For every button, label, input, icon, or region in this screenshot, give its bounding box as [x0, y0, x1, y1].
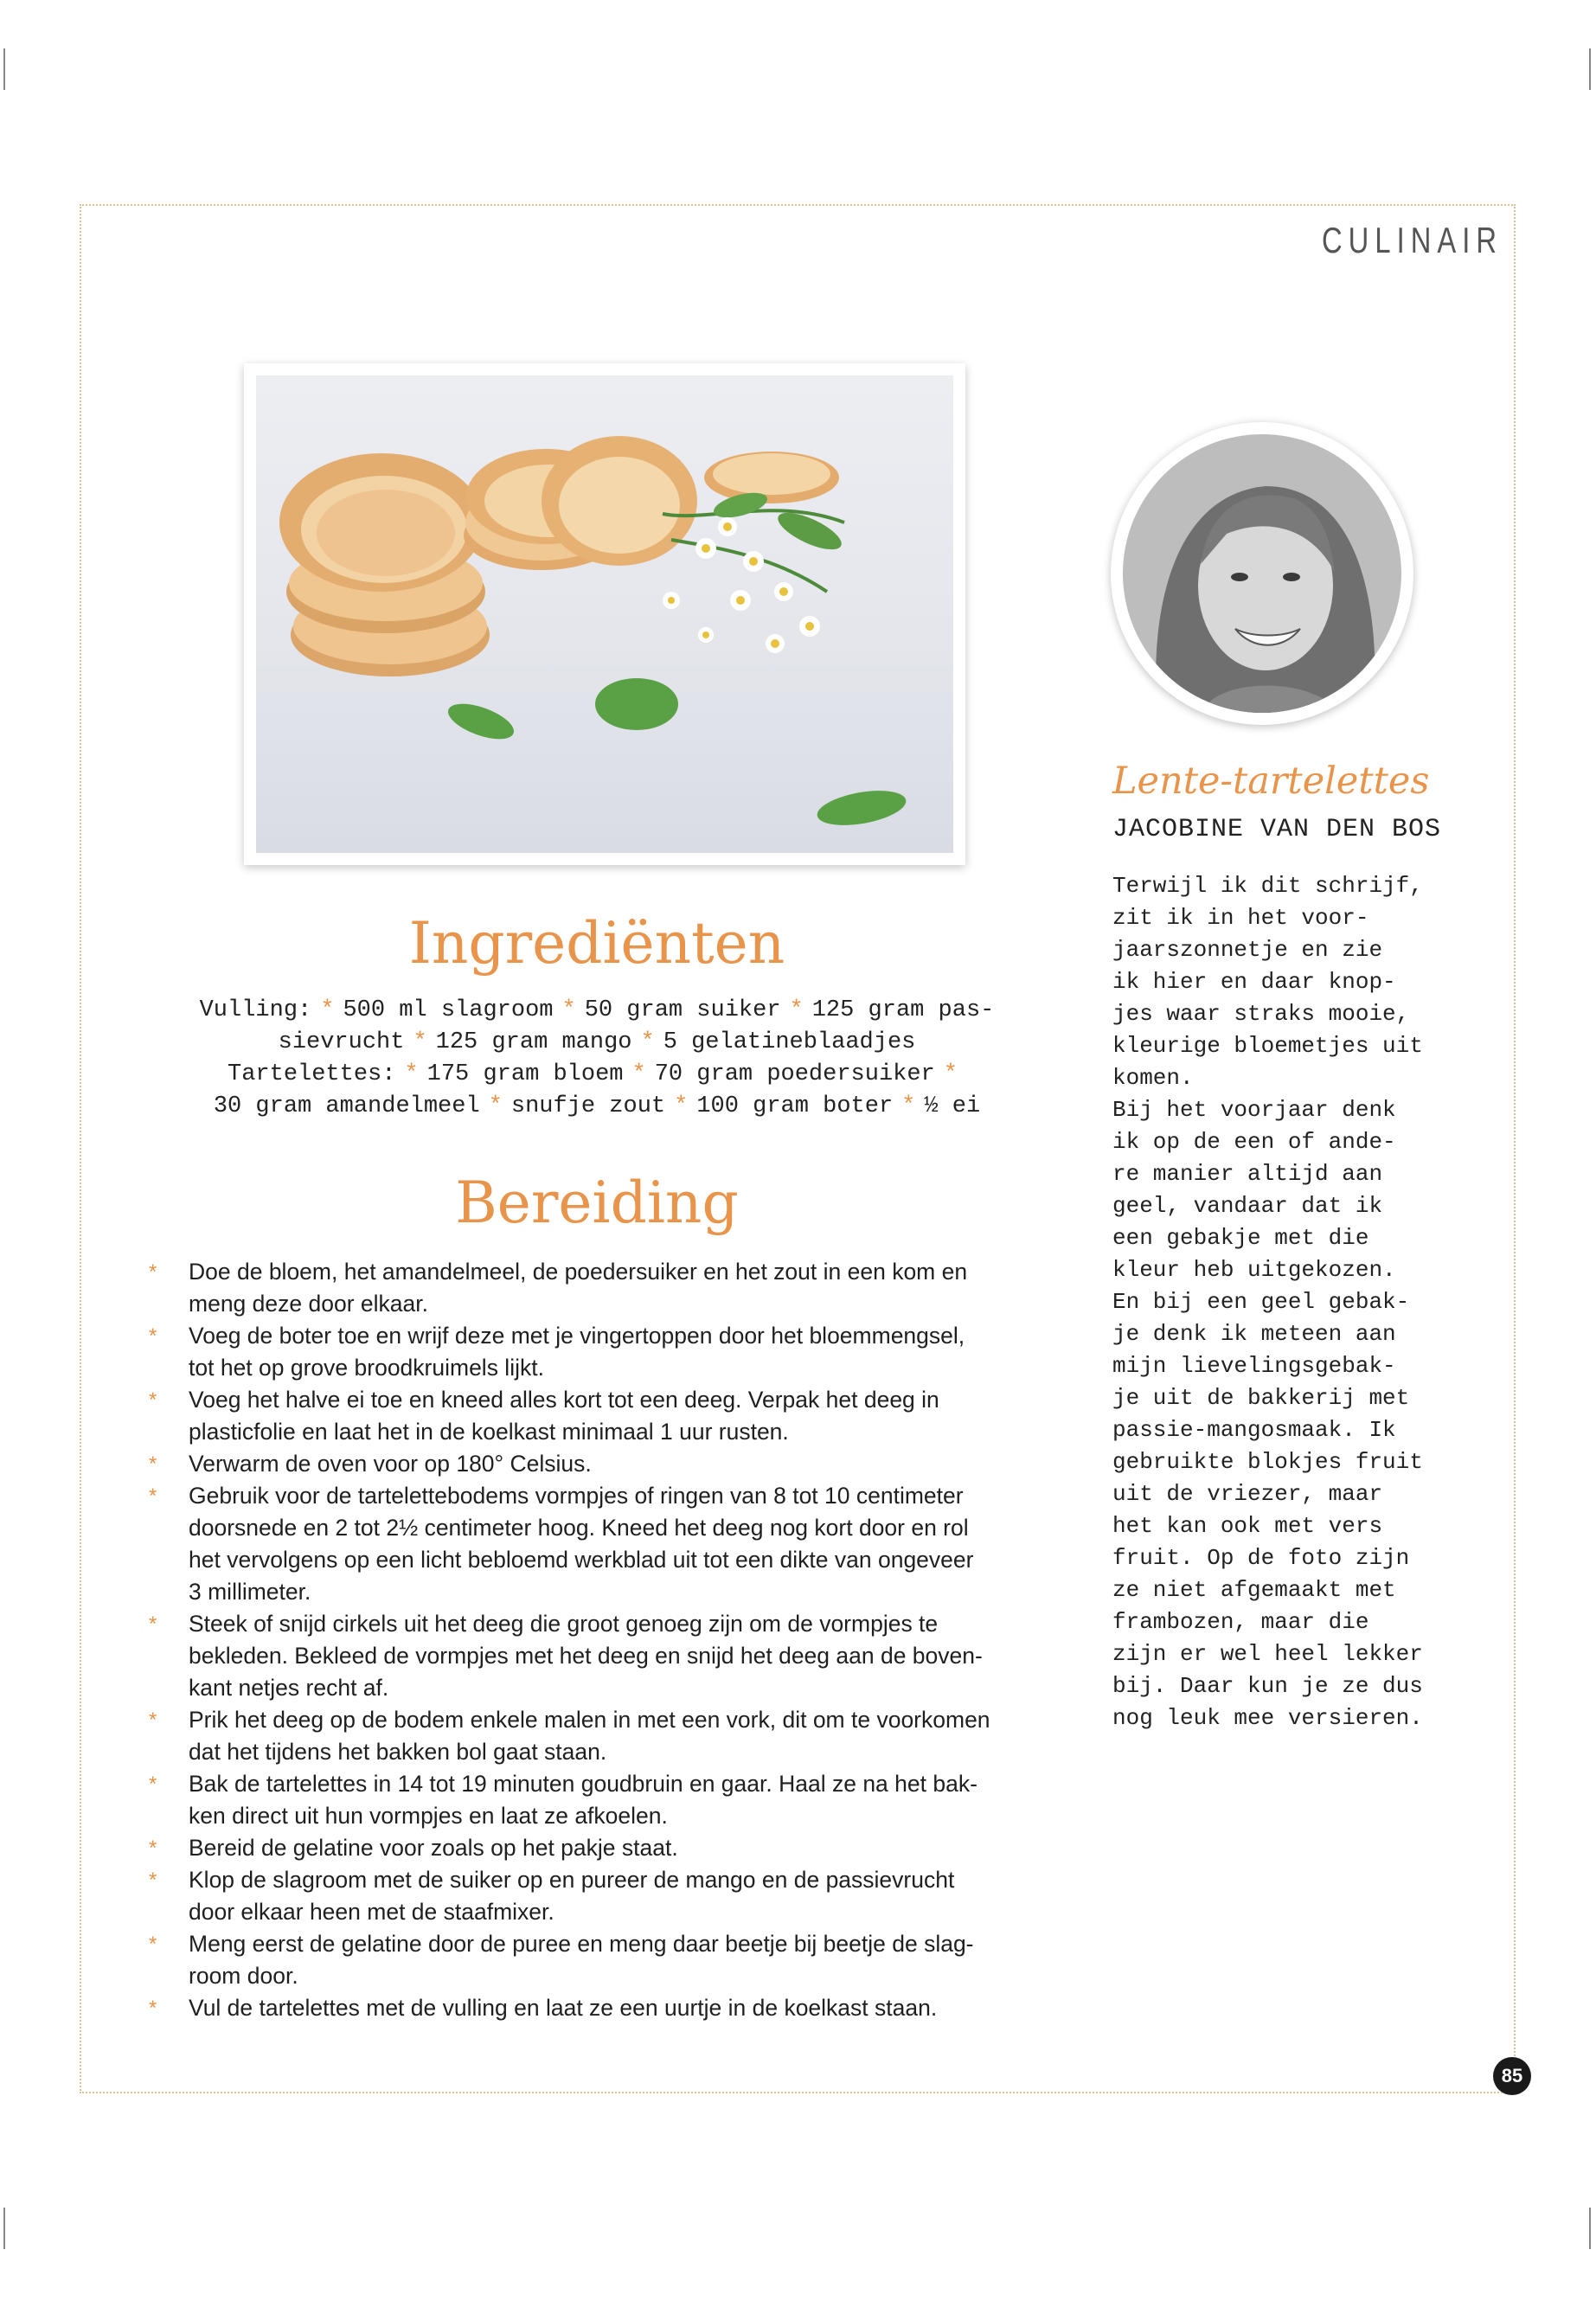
star-bullet-icon: * — [149, 1836, 157, 1860]
star-separator-icon: * — [631, 1061, 646, 1087]
ingredient-item: 50 gram suiker — [584, 997, 781, 1023]
step-text: kant netjes recht af. — [189, 1675, 389, 1701]
step-text: Bereid de gelatine voor zoals op het pakje staat. — [189, 1835, 678, 1861]
ingredient-item: 100 gram boter — [696, 1093, 894, 1119]
step-text: Verwarm de oven voor op 180° Celsius. — [189, 1451, 592, 1477]
ingredient-item: ½ ei — [924, 1093, 981, 1119]
step-text: room door. — [189, 1963, 298, 1989]
star-separator-icon: * — [404, 1061, 419, 1087]
star-separator-icon: * — [413, 1029, 427, 1055]
column-line: kleur heb uitgekozen. — [1112, 1257, 1396, 1283]
star-separator-icon: * — [674, 1093, 689, 1119]
step-text: Bak de tartelettes in 14 tot 19 minuten goudbruin en gaar. Haal ze na het bak- — [189, 1771, 977, 1797]
ingredient-item: Tartelettes: — [228, 1061, 396, 1087]
preparation-step — [147, 1768, 1047, 1832]
preparation-step — [147, 1864, 1047, 1928]
column-line: re manier altijd aan — [1112, 1161, 1383, 1187]
ingredient-item: 500 ml slagroom — [343, 997, 554, 1023]
star-separator-icon: * — [901, 1093, 916, 1119]
column-line: het kan ook met vers — [1112, 1513, 1383, 1539]
ingredient-item: 125 gram pas- — [811, 997, 995, 1023]
preparation-step — [147, 1256, 1047, 1320]
ingredient-line — [130, 1027, 1064, 1059]
ingredient-line — [130, 995, 1064, 1027]
step-text: tot het op grove broodkruimels lijkt. — [189, 1355, 544, 1381]
column-line: jes waar straks mooie, — [1112, 1001, 1410, 1027]
star-bullet-icon: * — [149, 1997, 157, 2020]
step-text: Gebruik voor de tartelettebodems vormpjes of ringen van 8 tot 10 centimeter — [189, 1483, 964, 1509]
step-text: Prik het deeg op de bodem enkele malen in met een vork, dit om te voorkomen — [189, 1707, 990, 1733]
author-portrait-image — [1123, 434, 1401, 713]
preparation-step — [147, 1608, 1047, 1704]
column-line: nog leuk mee versieren. — [1112, 1705, 1423, 1731]
author-portrait — [1111, 422, 1413, 725]
column-line: Terwijl ik dit schrijf, — [1112, 873, 1423, 899]
ingredient-item: 125 gram mango — [435, 1029, 632, 1055]
star-separator-icon: * — [640, 1029, 655, 1055]
step-text: Meng eerst de gelatine door de puree en meng daar beetje bij beetje de slag- — [189, 1931, 974, 1957]
ingredients-heading: Ingrediënten — [408, 910, 785, 977]
preparation-step — [147, 1480, 1047, 1608]
column-line: fruit. Op de foto zijn — [1112, 1545, 1410, 1571]
author-name: JACOBINE VAN DEN BOS — [1112, 815, 1442, 844]
author-column — [1112, 870, 1476, 1734]
column-line: frambozen, maar die — [1112, 1609, 1369, 1635]
column-line: ze niet afgemaakt met — [1112, 1577, 1396, 1603]
step-text: doorsnede en 2 tot 2½ centimeter hoog. Kneed het deeg nog kort door en rol — [189, 1515, 969, 1541]
star-bullet-icon: * — [149, 1452, 157, 1476]
step-text: plasticfolie en laat het in de koelkast minimaal 1 uur rusten. — [189, 1419, 789, 1445]
column-line: zit ik in het voor- — [1112, 905, 1369, 931]
ingredient-item: 70 gram poedersuiker — [654, 1061, 935, 1087]
star-separator-icon: * — [561, 997, 576, 1023]
star-bullet-icon: * — [149, 1932, 157, 1956]
ingredient-item: sievrucht — [278, 1029, 405, 1055]
ingredients-list — [130, 995, 1064, 1123]
ingredient-item: 5 gelatineblaadjes — [663, 1029, 916, 1055]
column-line: bij. Daar kun je ze dus — [1112, 1673, 1423, 1699]
column-line: mijn lievelingsgebak- — [1112, 1353, 1396, 1379]
column-line: kleurige bloemetjes uit — [1112, 1033, 1423, 1059]
section-label: CULINAIR — [1321, 220, 1503, 260]
tartelettes-photo — [244, 363, 965, 865]
column-line: een gebakje met die — [1112, 1225, 1369, 1251]
recipe-title: Lente-tartelettes — [1112, 760, 1430, 803]
column-line: ik op de een of ande- — [1112, 1129, 1396, 1155]
ingredient-item: 175 gram bloem — [426, 1061, 624, 1087]
crop-mark-bottom-left — [3, 2208, 5, 2249]
star-separator-icon: * — [320, 997, 335, 1023]
crop-mark-top-right — [1589, 48, 1591, 90]
column-line: je denk ik meteen aan — [1112, 1321, 1396, 1347]
star-separator-icon: * — [789, 997, 804, 1023]
column-line: geel, vandaar dat ik — [1112, 1193, 1383, 1219]
preparation-step — [147, 1448, 1047, 1480]
step-text: Steek of snijd cirkels uit het deeg die groot genoeg zijn om de vormpjes te — [189, 1611, 939, 1637]
column-line: ik hier en daar knop- — [1112, 969, 1396, 995]
preparation-step — [147, 1320, 1047, 1384]
step-text: 3 millimeter. — [189, 1579, 311, 1605]
step-text: dat het tijdens het bakken bol gaat staan. — [189, 1739, 607, 1765]
column-line: je uit de bakkerij met — [1112, 1385, 1410, 1411]
crop-mark-bottom-right — [1589, 2208, 1591, 2249]
star-bullet-icon: * — [149, 1708, 157, 1732]
ingredient-item: snufje zout — [510, 1093, 666, 1119]
preparation-step — [147, 1704, 1047, 1768]
step-text: meng deze door elkaar. — [189, 1291, 428, 1317]
star-bullet-icon: * — [149, 1612, 157, 1636]
star-bullet-icon: * — [149, 1772, 157, 1796]
step-text: door elkaar heen met de staafmixer. — [189, 1899, 554, 1925]
column-line: zijn er wel heel lekker — [1112, 1641, 1423, 1667]
column-line: gebruikte blokjes fruit — [1112, 1449, 1423, 1475]
step-text: Doe de bloem, het amandelmeel, de poedersuiker en het zout in een kom en — [189, 1259, 968, 1285]
preparation-step — [147, 1384, 1047, 1448]
preparation-steps — [147, 1256, 1047, 2024]
preparation-step — [147, 1928, 1047, 1992]
column-line: uit de vriezer, maar — [1112, 1481, 1383, 1507]
step-text: het vervolgens op een licht bebloemd werkblad uit tot een dikte van ongeveer — [189, 1547, 974, 1573]
star-separator-icon: * — [943, 1061, 958, 1087]
step-text: ken direct uit hun vormpjes en laat ze afkoelen. — [189, 1803, 668, 1829]
step-text: Klop de slagroom met de suiker op en pureer de mango en de passievrucht — [189, 1867, 955, 1893]
star-separator-icon: * — [488, 1093, 503, 1119]
star-bullet-icon: * — [149, 1868, 157, 1892]
tartelettes-photo-image — [256, 375, 953, 853]
preparation-step — [147, 1832, 1047, 1864]
column-line: jaarszonnetje en zie — [1112, 937, 1383, 963]
column-line: En bij een geel gebak- — [1112, 1289, 1410, 1315]
column-line: passie-mangosmaak. Ik — [1112, 1417, 1396, 1443]
star-bullet-icon: * — [149, 1484, 157, 1508]
step-text: Voeg de boter toe en wrijf deze met je vingertoppen door het bloemmengsel, — [189, 1323, 965, 1349]
star-bullet-icon: * — [149, 1324, 157, 1348]
ingredient-line — [130, 1059, 1064, 1091]
ingredient-line — [130, 1091, 1064, 1123]
star-bullet-icon: * — [149, 1260, 157, 1284]
column-line: Bij het voorjaar denk — [1112, 1097, 1396, 1123]
star-bullet-icon: * — [149, 1388, 157, 1412]
preparation-step — [147, 1992, 1047, 2024]
ingredient-item: Vulling: — [199, 997, 312, 1023]
column-line: komen. — [1112, 1065, 1194, 1091]
step-text: Voeg het halve ei toe en kneed alles kort tot een deeg. Verpak het deeg in — [189, 1387, 939, 1413]
step-text: Vul de tartelettes met de vulling en laat ze een uurtje in de koelkast staan. — [189, 1995, 938, 2021]
page-number: 85 — [1493, 2057, 1531, 2095]
crop-mark-top-left — [3, 48, 5, 90]
ingredient-item: 30 gram amandelmeel — [213, 1093, 480, 1119]
step-text: bekleden. Bekleed de vormpjes met het deeg en snijd het deeg aan de boven- — [189, 1643, 983, 1669]
preparation-heading: Bereiding — [455, 1170, 739, 1236]
